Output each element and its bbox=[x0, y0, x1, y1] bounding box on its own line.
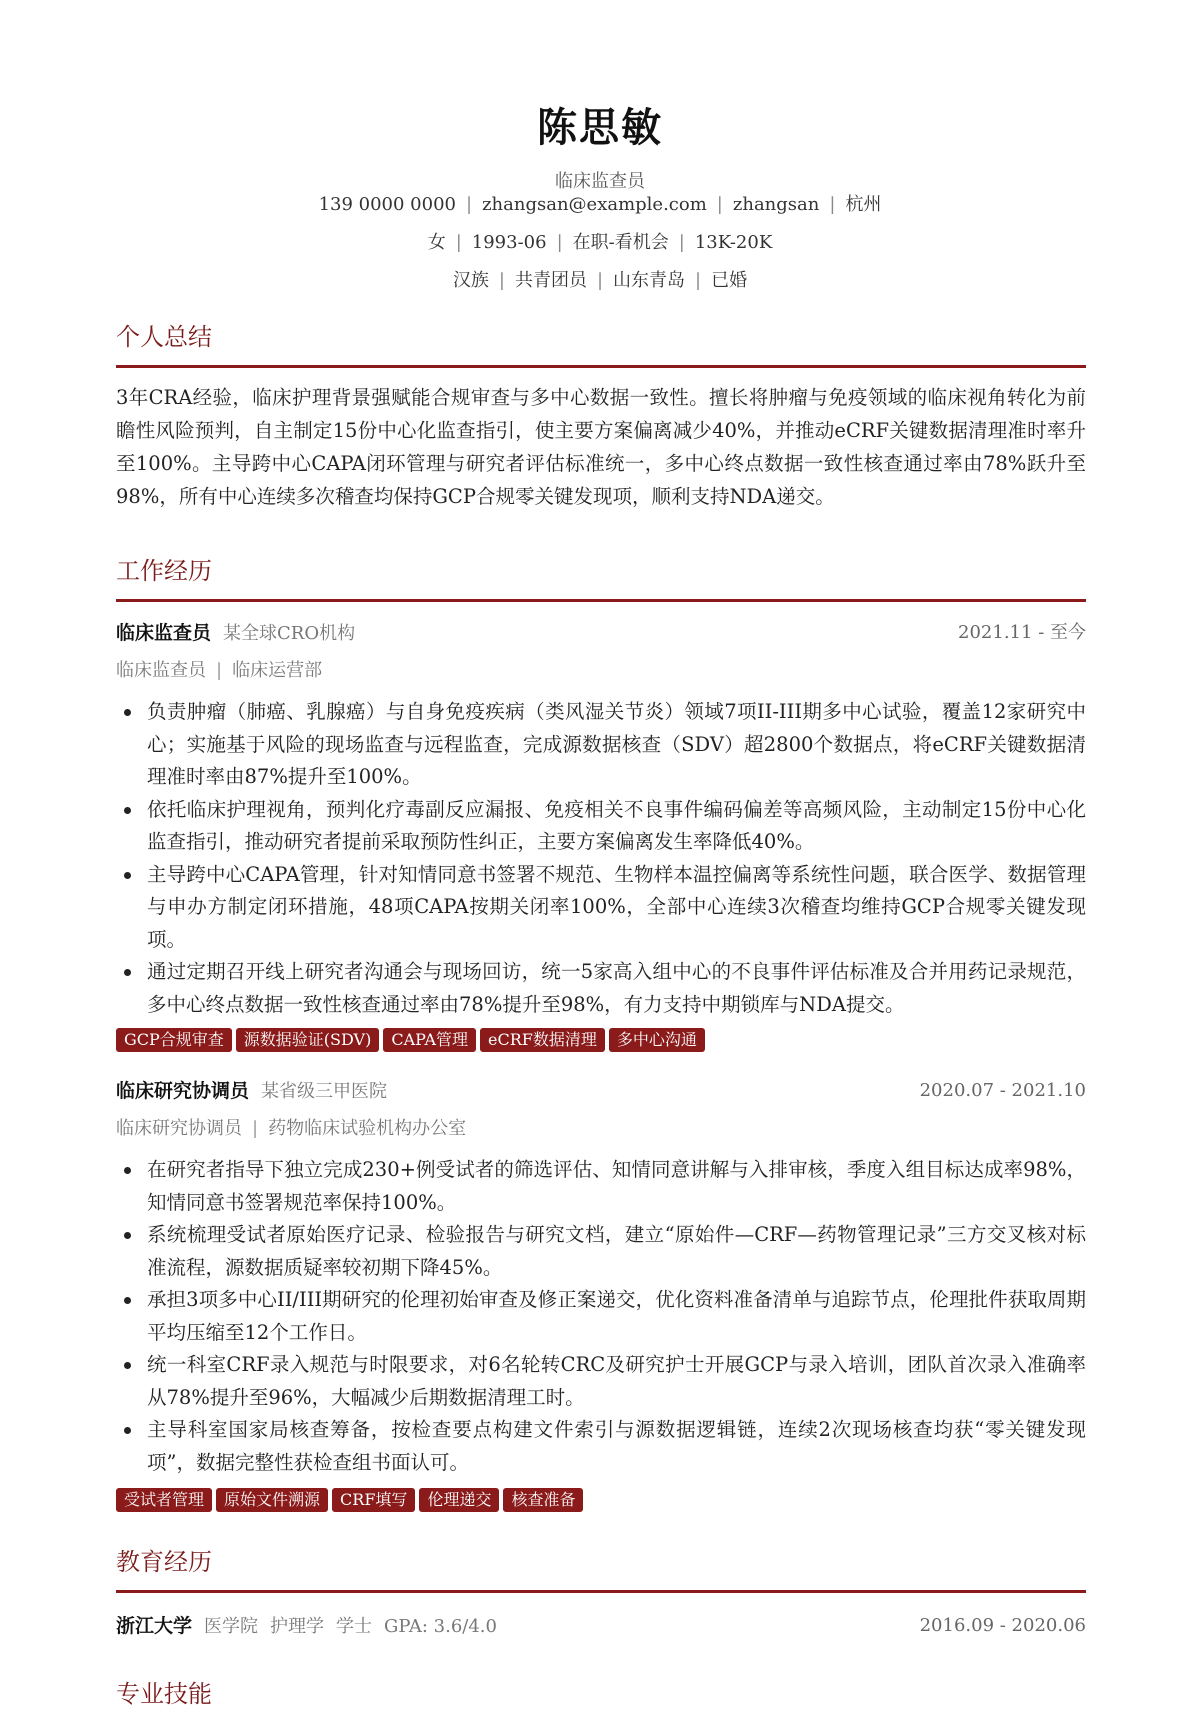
email: zhangsan@example.com bbox=[482, 194, 707, 215]
list-item: 主导跨中心CAPA管理，针对知情同意书签署不规范、生物样本温控偏离等系统性问题，联合医学、数据管理与申办方制定闭环措施，48项CAPA按期关闭率100%，全部中心连续3次稽查均维持GCP合规零关键发现项。 bbox=[116, 859, 1086, 957]
job-subline bbox=[116, 658, 1086, 684]
marital-status: 已婚 bbox=[711, 270, 748, 291]
skill-tag: 核查准备 bbox=[503, 1488, 583, 1512]
job-bullets bbox=[116, 696, 1086, 1021]
job-date: 2020.07 - 2021.10 bbox=[919, 1080, 1086, 1101]
separator: | bbox=[465, 194, 473, 215]
separator: | bbox=[829, 194, 836, 215]
job-role: 临床研究协调员 bbox=[116, 1080, 250, 1102]
section-title-summary: 个人总结 bbox=[116, 323, 212, 351]
skill-tag: CRF填写 bbox=[332, 1488, 415, 1512]
personal-row bbox=[0, 231, 1200, 255]
political-status: 共青团员 bbox=[514, 270, 587, 291]
separator: | bbox=[216, 660, 223, 681]
gpa: GPA: 3.6/4.0 bbox=[384, 1616, 497, 1637]
job-organization: 某全球CRO机构 bbox=[223, 623, 356, 644]
summary-section-header bbox=[116, 319, 1086, 368]
education-item bbox=[116, 1612, 1086, 1640]
skill-tag: 伦理递交 bbox=[419, 1488, 499, 1512]
major: 护理学 bbox=[270, 1616, 325, 1637]
separator: | bbox=[556, 232, 563, 253]
separator: | bbox=[596, 270, 604, 291]
job-title: 临床监查员 bbox=[555, 171, 645, 192]
skill-tag: 源数据验证(SDV) bbox=[236, 1028, 380, 1052]
skill-tag: 多中心沟通 bbox=[609, 1028, 705, 1052]
candidate-name: 陈思敏 bbox=[537, 104, 663, 151]
job-role: 临床监查员 bbox=[116, 622, 212, 644]
separator: | bbox=[695, 270, 702, 291]
birth-date: 1993-06 bbox=[471, 232, 547, 253]
username: zhangsan bbox=[732, 194, 820, 215]
contact-row bbox=[0, 193, 1200, 217]
separator: | bbox=[455, 232, 462, 253]
skill-tag: eCRF数据清理 bbox=[480, 1028, 605, 1052]
job-tags bbox=[116, 1028, 1086, 1052]
job-header bbox=[116, 1077, 1086, 1105]
job-bullets bbox=[116, 1154, 1086, 1479]
ethnicity: 汉族 bbox=[452, 270, 489, 291]
separator: | bbox=[498, 270, 505, 291]
list-item: 负责肿瘤（肺癌、乳腺癌）与自身免疫疾病（类风湿关节炎）领域7项II-III期多中心试验，覆盖12家研究中心；实施基于风险的现场监查与远程监查，完成源数据核查（SDV）超2800个数据点，将eCRF关键数据清理准时率由87%提升至100%。 bbox=[116, 696, 1086, 794]
section-title-education: 教育经历 bbox=[116, 1548, 212, 1576]
list-item: 主导科室国家局核查筹备，按检查要点构建文件索引与源数据逻辑链，连续2次现场核查均获“零关键发现项”，数据完整性获检查组书面认可。 bbox=[116, 1414, 1086, 1479]
skill-tag: 受试者管理 bbox=[116, 1488, 212, 1512]
gender: 女 bbox=[427, 232, 446, 253]
separator: | bbox=[716, 194, 723, 215]
separator: | bbox=[678, 232, 685, 253]
job-subline bbox=[116, 1116, 1086, 1142]
school-name: 浙江大学 bbox=[116, 1615, 193, 1637]
degree: 学士 bbox=[336, 1616, 373, 1637]
section-title-skills: 专业技能 bbox=[116, 1680, 212, 1708]
summary-text: 3年CRA经验，临床护理背景强赋能合规审查与多中心数据一致性。擅长将肿瘤与免疫领域的临床视角转化为前瞻性风险预判，自主制定15份中心化监查指引，使主要方案偏离减少40%，并推动eCRF关键数据清理准时率升至100%。主导跨中心CAPA闭环管理与研究者评估标准统一，多中心终点数据一致性核查通过率由78%跃升至98%，所有中心连续多次稽查均保持GCP合规零关键发现项，顺利支持NDA递交。 bbox=[116, 386, 1086, 508]
job-department: 临床运营部 bbox=[232, 660, 323, 681]
list-item: 系统梳理受试者原始医疗记录、检验报告与研究文档，建立“原始件—CRF—药物管理记录”三方交叉核对标准流程，源数据质疑率较初期下降45%。 bbox=[116, 1219, 1086, 1284]
skill-tag: GCP合规审查 bbox=[116, 1028, 232, 1052]
skill-tag: CAPA管理 bbox=[383, 1028, 476, 1052]
education-section-header bbox=[116, 1544, 1086, 1593]
skill-tag: 原始文件溯源 bbox=[216, 1488, 328, 1512]
job-header bbox=[116, 619, 1086, 647]
list-item: 承担3项多中心II/III期研究的伦理初始审查及修正案递交，优化资料准备清单与追踪节点，伦理批件获取周期平均压缩至12个工作日。 bbox=[116, 1284, 1086, 1349]
separator: | bbox=[252, 1118, 259, 1139]
job-position: 临床研究协调员 bbox=[116, 1118, 242, 1139]
section-divider bbox=[116, 599, 1086, 602]
list-item: 依托临床护理视角，预判化疗毒副反应漏报、免疫相关不良事件编码偏差等高频风险，主动制定15份中心化监查指引，推动研究者提前采取预防性纠正，主要方案偏离发生率降低40%。 bbox=[116, 794, 1086, 859]
section-divider bbox=[116, 365, 1086, 368]
list-item: 统一科室CRF录入规范与时限要求，对6名轮转CRC及研究护士开展GCP与录入培训，团队首次录入准确率从78%提升至96%，大幅减少后期数据清理工时。 bbox=[116, 1349, 1086, 1414]
job-status: 在职-看机会 bbox=[572, 232, 669, 253]
list-item: 通过定期召开线上研究者沟通会与现场回访，统一5家高入组中心的不良事件评估标准及合并用药记录规范，多中心终点数据一致性核查通过率由78%提升至98%，有力支持中期锁库与NDA提交。 bbox=[116, 956, 1086, 1021]
background-row bbox=[0, 269, 1200, 293]
job-department: 药物临床试验机构办公室 bbox=[268, 1118, 467, 1139]
section-title-work: 工作经历 bbox=[116, 557, 212, 585]
work-section-header bbox=[116, 553, 1086, 602]
job-date: 2021.11 - 至今 bbox=[958, 622, 1086, 643]
education-date: 2016.09 - 2020.06 bbox=[919, 1615, 1086, 1636]
skills-section-header bbox=[116, 1676, 1086, 1712]
faculty: 医学院 bbox=[204, 1616, 259, 1637]
section-divider bbox=[116, 1590, 1086, 1593]
city: 杭州 bbox=[845, 194, 882, 215]
list-item: 在研究者指导下独立完成230+例受试者的筛选评估、知情同意讲解与入排审核，季度入组目标达成率98%，知情同意书签署规范率保持100%。 bbox=[116, 1154, 1086, 1219]
job-position: 临床监查员 bbox=[116, 660, 206, 681]
salary: 13K-20K bbox=[694, 232, 773, 253]
phone: 139 0000 0000 bbox=[318, 194, 456, 215]
job-tags bbox=[116, 1488, 1086, 1512]
job-organization: 某省级三甲医院 bbox=[261, 1081, 388, 1102]
hometown: 山东青岛 bbox=[613, 270, 686, 291]
